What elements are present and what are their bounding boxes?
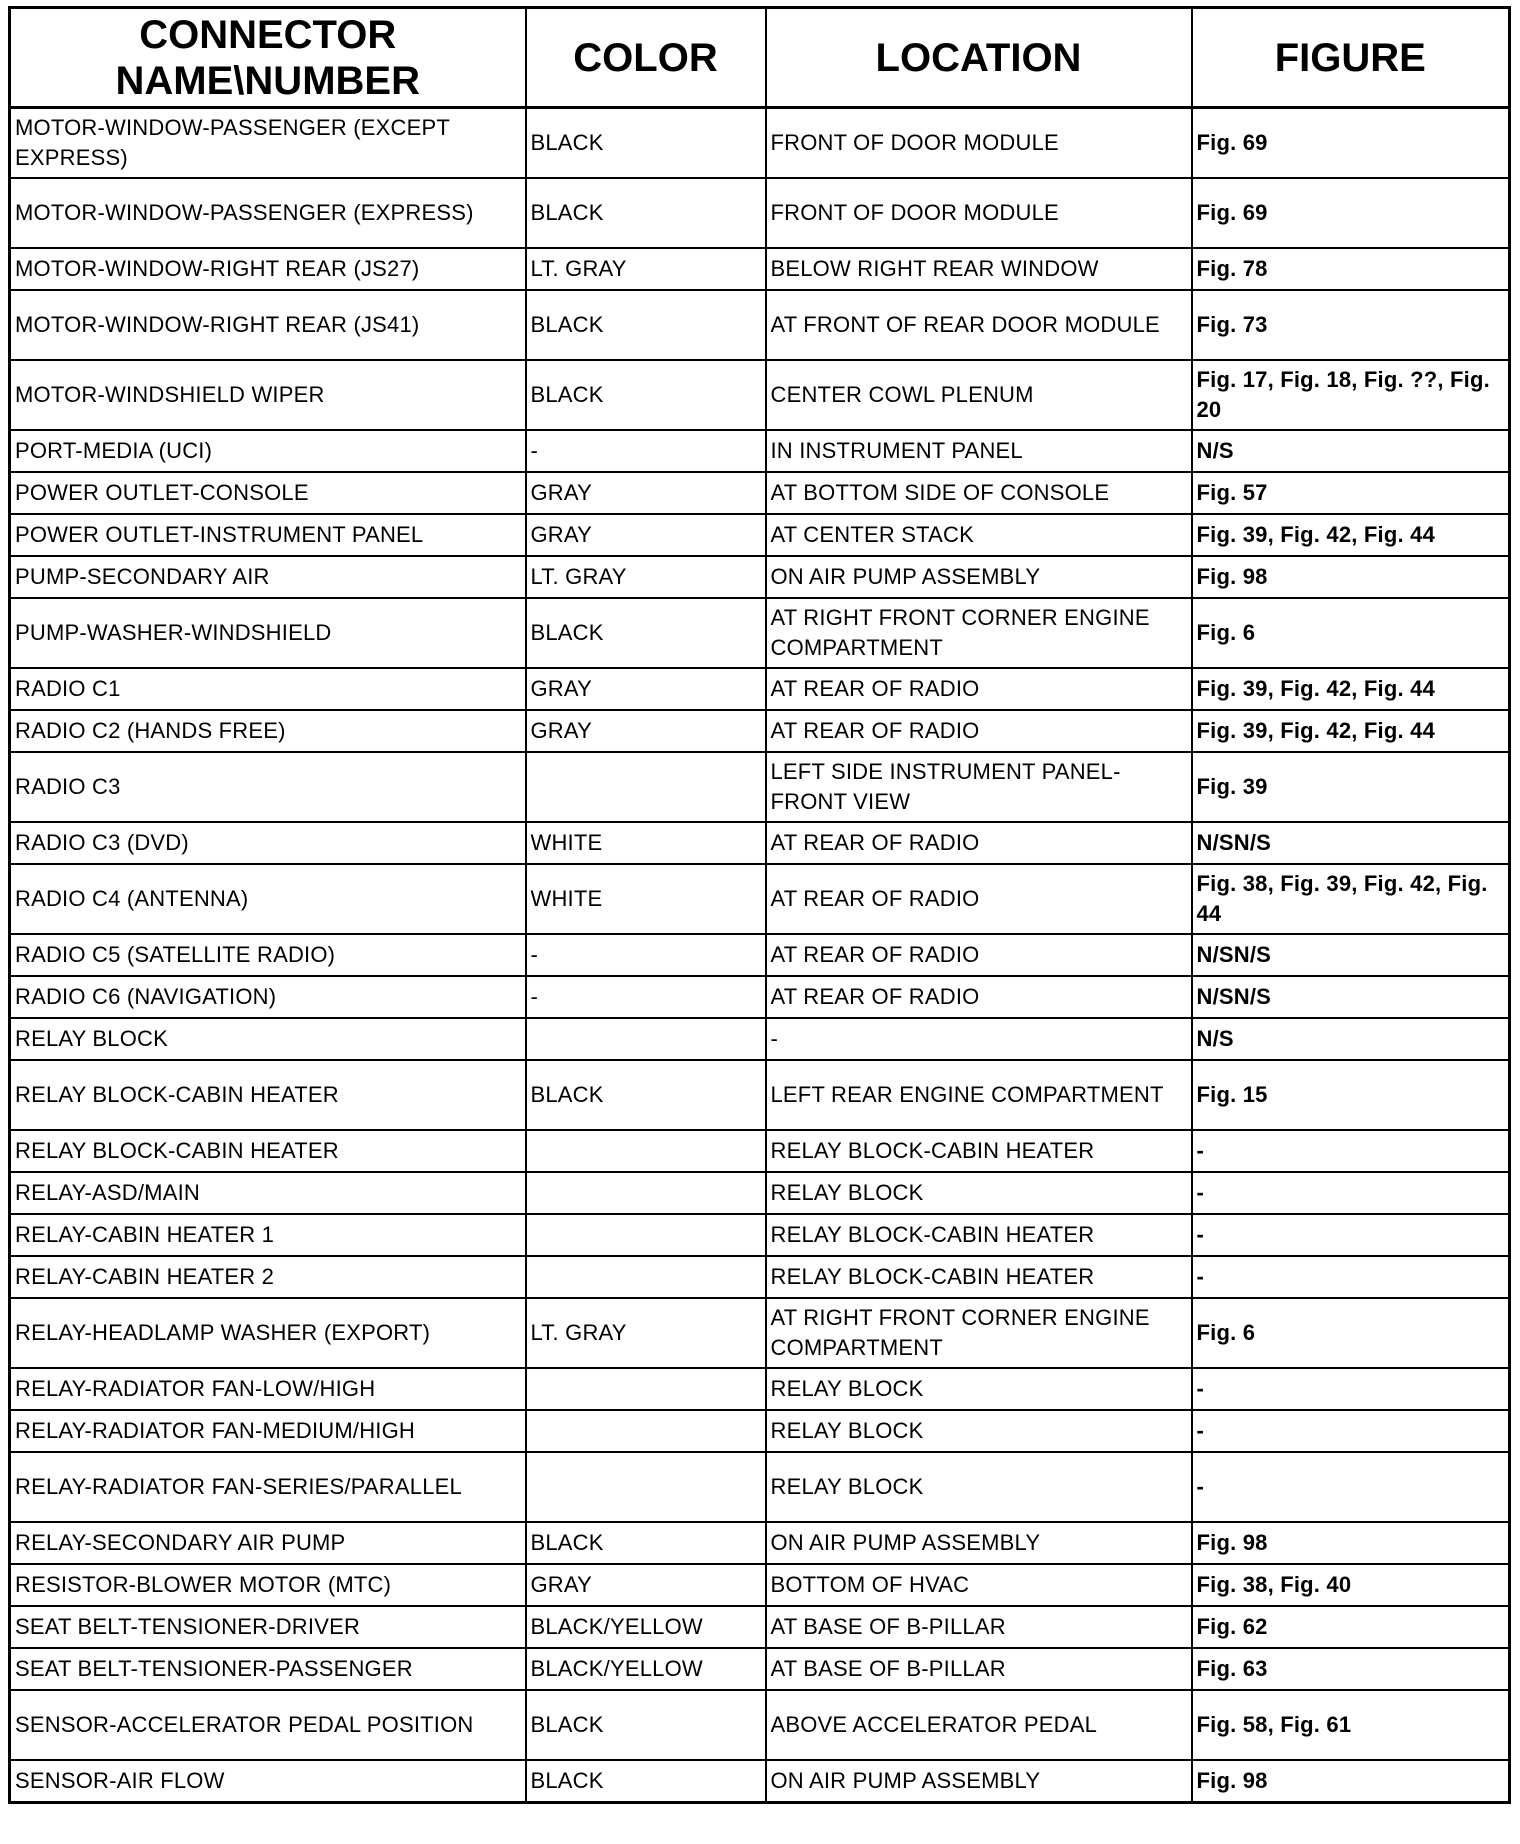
cell-figure: Fig. 39, Fig. 42, Fig. 44 bbox=[1192, 514, 1510, 556]
cell-location: AT REAR OF RADIO bbox=[766, 710, 1192, 752]
cell-color: BLACK bbox=[526, 1690, 766, 1760]
cell-connector-name: RELAY-HEADLAMP WASHER (EXPORT) bbox=[10, 1298, 526, 1368]
cell-location: ON AIR PUMP ASSEMBLY bbox=[766, 556, 1192, 598]
cell-connector-name: RADIO C3 bbox=[10, 752, 526, 822]
table-row bbox=[10, 1130, 1510, 1172]
cell-location: BOTTOM OF HVAC bbox=[766, 1564, 1192, 1606]
cell-figure: N/S bbox=[1192, 1018, 1510, 1060]
cell-connector-name: RADIO C6 (NAVIGATION) bbox=[10, 976, 526, 1018]
cell-connector-name: RELAY-SECONDARY AIR PUMP bbox=[10, 1522, 526, 1564]
cell-color: BLACK bbox=[526, 178, 766, 248]
cell-connector-name: RADIO C2 (HANDS FREE) bbox=[10, 710, 526, 752]
cell-location: AT BASE OF B-PILLAR bbox=[766, 1606, 1192, 1648]
cell-location: RELAY BLOCK bbox=[766, 1452, 1192, 1522]
cell-location: FRONT OF DOOR MODULE bbox=[766, 178, 1192, 248]
table-row bbox=[10, 1564, 1510, 1606]
cell-connector-name: MOTOR-WINDOW-PASSENGER (EXPRESS) bbox=[10, 178, 526, 248]
cell-figure: Fig. 57 bbox=[1192, 472, 1510, 514]
cell-figure: N/S bbox=[1192, 430, 1510, 472]
cell-connector-name: RADIO C4 (ANTENNA) bbox=[10, 864, 526, 934]
cell-figure: Fig. 6 bbox=[1192, 1298, 1510, 1368]
table-row bbox=[10, 1690, 1510, 1760]
cell-connector-name: RELAY-CABIN HEATER 2 bbox=[10, 1256, 526, 1298]
cell-connector-name: PUMP-SECONDARY AIR bbox=[10, 556, 526, 598]
table-row bbox=[10, 108, 1510, 179]
table-row bbox=[10, 1648, 1510, 1690]
cell-figure: Fig. 73 bbox=[1192, 290, 1510, 360]
cell-location: ON AIR PUMP ASSEMBLY bbox=[766, 1760, 1192, 1803]
cell-connector-name: RADIO C3 (DVD) bbox=[10, 822, 526, 864]
cell-location: AT RIGHT FRONT CORNER ENGINE COMPARTMENT bbox=[766, 1298, 1192, 1368]
cell-location: RELAY BLOCK bbox=[766, 1368, 1192, 1410]
cell-location: RELAY BLOCK-CABIN HEATER bbox=[766, 1256, 1192, 1298]
cell-color bbox=[526, 1214, 766, 1256]
cell-connector-name: RELAY BLOCK-CABIN HEATER bbox=[10, 1130, 526, 1172]
table-row bbox=[10, 514, 1510, 556]
table-row bbox=[10, 472, 1510, 514]
cell-location: - bbox=[766, 1018, 1192, 1060]
cell-location: LEFT REAR ENGINE COMPARTMENT bbox=[766, 1060, 1192, 1130]
cell-location: AT FRONT OF REAR DOOR MODULE bbox=[766, 290, 1192, 360]
cell-connector-name: RELAY-RADIATOR FAN-MEDIUM/HIGH bbox=[10, 1410, 526, 1452]
cell-color: - bbox=[526, 934, 766, 976]
cell-figure: - bbox=[1192, 1130, 1510, 1172]
cell-color bbox=[526, 1172, 766, 1214]
cell-location: RELAY BLOCK bbox=[766, 1410, 1192, 1452]
table-row bbox=[10, 1060, 1510, 1130]
cell-connector-name: PORT-MEDIA (UCI) bbox=[10, 430, 526, 472]
cell-connector-name: RELAY-CABIN HEATER 1 bbox=[10, 1214, 526, 1256]
cell-connector-name: SENSOR-ACCELERATOR PEDAL POSITION bbox=[10, 1690, 526, 1760]
table-row bbox=[10, 1298, 1510, 1368]
cell-location: IN INSTRUMENT PANEL bbox=[766, 430, 1192, 472]
table-row bbox=[10, 752, 1510, 822]
cell-location: AT RIGHT FRONT CORNER ENGINE COMPARTMENT bbox=[766, 598, 1192, 668]
cell-color: BLACK bbox=[526, 290, 766, 360]
cell-location: AT BOTTOM SIDE OF CONSOLE bbox=[766, 472, 1192, 514]
cell-figure: Fig. 69 bbox=[1192, 108, 1510, 179]
cell-figure: - bbox=[1192, 1410, 1510, 1452]
table-row bbox=[10, 1214, 1510, 1256]
cell-connector-name: RADIO C5 (SATELLITE RADIO) bbox=[10, 934, 526, 976]
table-row bbox=[10, 1606, 1510, 1648]
table-row bbox=[10, 1368, 1510, 1410]
cell-color bbox=[526, 1018, 766, 1060]
cell-color: BLACK bbox=[526, 1060, 766, 1130]
table-row bbox=[10, 934, 1510, 976]
table-row bbox=[10, 430, 1510, 472]
header-color: COLOR bbox=[526, 8, 766, 108]
cell-color: GRAY bbox=[526, 514, 766, 556]
cell-connector-name: RADIO C1 bbox=[10, 668, 526, 710]
cell-connector-name: RELAY-RADIATOR FAN-SERIES/PARALLEL bbox=[10, 1452, 526, 1522]
cell-color: BLACK bbox=[526, 108, 766, 179]
cell-color bbox=[526, 1368, 766, 1410]
cell-connector-name: MOTOR-WINDOW-RIGHT REAR (JS27) bbox=[10, 248, 526, 290]
cell-location: AT REAR OF RADIO bbox=[766, 934, 1192, 976]
cell-figure: Fig. 58, Fig. 61 bbox=[1192, 1690, 1510, 1760]
cell-color bbox=[526, 1256, 766, 1298]
cell-figure: Fig. 39 bbox=[1192, 752, 1510, 822]
header-connector-name: CONNECTOR NAME\NUMBER bbox=[10, 8, 526, 108]
cell-color: BLACK bbox=[526, 360, 766, 430]
header-row bbox=[10, 8, 1510, 108]
cell-connector-name: SEAT BELT-TENSIONER-DRIVER bbox=[10, 1606, 526, 1648]
cell-color bbox=[526, 752, 766, 822]
cell-connector-name: POWER OUTLET-CONSOLE bbox=[10, 472, 526, 514]
cell-color: GRAY bbox=[526, 1564, 766, 1606]
cell-color: - bbox=[526, 430, 766, 472]
table-row bbox=[10, 1172, 1510, 1214]
cell-figure: Fig. 39, Fig. 42, Fig. 44 bbox=[1192, 668, 1510, 710]
cell-color: GRAY bbox=[526, 710, 766, 752]
cell-connector-name: RELAY-ASD/MAIN bbox=[10, 1172, 526, 1214]
cell-color: BLACK bbox=[526, 1522, 766, 1564]
connector-table bbox=[8, 6, 1511, 1804]
cell-color: - bbox=[526, 976, 766, 1018]
cell-figure: Fig. 38, Fig. 39, Fig. 42, Fig. 44 bbox=[1192, 864, 1510, 934]
table-row bbox=[10, 668, 1510, 710]
cell-location: FRONT OF DOOR MODULE bbox=[766, 108, 1192, 179]
cell-figure: Fig. 62 bbox=[1192, 1606, 1510, 1648]
table-row bbox=[10, 1410, 1510, 1452]
cell-connector-name: SEAT BELT-TENSIONER-PASSENGER bbox=[10, 1648, 526, 1690]
cell-color: WHITE bbox=[526, 864, 766, 934]
cell-connector-name: RELAY BLOCK bbox=[10, 1018, 526, 1060]
cell-figure: Fig. 38, Fig. 40 bbox=[1192, 1564, 1510, 1606]
header-location: LOCATION bbox=[766, 8, 1192, 108]
cell-figure: - bbox=[1192, 1368, 1510, 1410]
cell-color: LT. GRAY bbox=[526, 556, 766, 598]
cell-location: AT REAR OF RADIO bbox=[766, 976, 1192, 1018]
cell-location: AT REAR OF RADIO bbox=[766, 668, 1192, 710]
cell-connector-name: RESISTOR-BLOWER MOTOR (MTC) bbox=[10, 1564, 526, 1606]
cell-figure: - bbox=[1192, 1214, 1510, 1256]
cell-color: LT. GRAY bbox=[526, 248, 766, 290]
table-row bbox=[10, 1452, 1510, 1522]
table-row bbox=[10, 710, 1510, 752]
table-row bbox=[10, 976, 1510, 1018]
cell-figure: Fig. 98 bbox=[1192, 556, 1510, 598]
cell-connector-name: PUMP-WASHER-WINDSHIELD bbox=[10, 598, 526, 668]
cell-location: AT BASE OF B-PILLAR bbox=[766, 1648, 1192, 1690]
cell-color bbox=[526, 1410, 766, 1452]
cell-figure: - bbox=[1192, 1256, 1510, 1298]
cell-connector-name: SENSOR-AIR FLOW bbox=[10, 1760, 526, 1803]
table-row bbox=[10, 290, 1510, 360]
header-figure: FIGURE bbox=[1192, 8, 1510, 108]
cell-connector-name: POWER OUTLET-INSTRUMENT PANEL bbox=[10, 514, 526, 556]
table-row bbox=[10, 1018, 1510, 1060]
cell-location: BELOW RIGHT REAR WINDOW bbox=[766, 248, 1192, 290]
cell-color bbox=[526, 1130, 766, 1172]
table-body bbox=[10, 108, 1510, 1803]
cell-connector-name: MOTOR-WINDOW-RIGHT REAR (JS41) bbox=[10, 290, 526, 360]
cell-color: BLACK bbox=[526, 1760, 766, 1803]
cell-color: GRAY bbox=[526, 472, 766, 514]
cell-location: ABOVE ACCELERATOR PEDAL bbox=[766, 1690, 1192, 1760]
cell-color: GRAY bbox=[526, 668, 766, 710]
cell-figure: Fig. 15 bbox=[1192, 1060, 1510, 1130]
table-row bbox=[10, 598, 1510, 668]
table-row bbox=[10, 822, 1510, 864]
cell-location: LEFT SIDE INSTRUMENT PANEL-FRONT VIEW bbox=[766, 752, 1192, 822]
cell-figure: N/SN/S bbox=[1192, 822, 1510, 864]
cell-figure: Fig. 78 bbox=[1192, 248, 1510, 290]
cell-figure: - bbox=[1192, 1452, 1510, 1522]
cell-figure: N/SN/S bbox=[1192, 976, 1510, 1018]
cell-figure: Fig. 98 bbox=[1192, 1522, 1510, 1564]
cell-location: RELAY BLOCK bbox=[766, 1172, 1192, 1214]
cell-location: AT REAR OF RADIO bbox=[766, 822, 1192, 864]
table-row bbox=[10, 178, 1510, 248]
cell-color: BLACK/YELLOW bbox=[526, 1648, 766, 1690]
cell-figure: Fig. 98 bbox=[1192, 1760, 1510, 1803]
cell-figure: Fig. 63 bbox=[1192, 1648, 1510, 1690]
cell-color: LT. GRAY bbox=[526, 1298, 766, 1368]
table-row bbox=[10, 556, 1510, 598]
cell-figure: N/SN/S bbox=[1192, 934, 1510, 976]
table-row bbox=[10, 1760, 1510, 1803]
cell-figure: Fig. 17, Fig. 18, Fig. ??, Fig. 20 bbox=[1192, 360, 1510, 430]
cell-connector-name: RELAY-RADIATOR FAN-LOW/HIGH bbox=[10, 1368, 526, 1410]
cell-color: BLACK/YELLOW bbox=[526, 1606, 766, 1648]
cell-figure: Fig. 69 bbox=[1192, 178, 1510, 248]
cell-location: RELAY BLOCK-CABIN HEATER bbox=[766, 1130, 1192, 1172]
cell-connector-name: MOTOR-WINDSHIELD WIPER bbox=[10, 360, 526, 430]
table-row bbox=[10, 248, 1510, 290]
cell-figure: Fig. 39, Fig. 42, Fig. 44 bbox=[1192, 710, 1510, 752]
cell-color: WHITE bbox=[526, 822, 766, 864]
table-row bbox=[10, 864, 1510, 934]
cell-figure: - bbox=[1192, 1172, 1510, 1214]
cell-location: ON AIR PUMP ASSEMBLY bbox=[766, 1522, 1192, 1564]
cell-connector-name: MOTOR-WINDOW-PASSENGER (EXCEPT EXPRESS) bbox=[10, 108, 526, 179]
cell-location: CENTER COWL PLENUM bbox=[766, 360, 1192, 430]
cell-location: AT CENTER STACK bbox=[766, 514, 1192, 556]
cell-color: BLACK bbox=[526, 598, 766, 668]
cell-location: AT REAR OF RADIO bbox=[766, 864, 1192, 934]
cell-location: RELAY BLOCK-CABIN HEATER bbox=[766, 1214, 1192, 1256]
cell-figure: Fig. 6 bbox=[1192, 598, 1510, 668]
cell-connector-name: RELAY BLOCK-CABIN HEATER bbox=[10, 1060, 526, 1130]
cell-color bbox=[526, 1452, 766, 1522]
table-row bbox=[10, 1256, 1510, 1298]
table-row bbox=[10, 360, 1510, 430]
table-row bbox=[10, 1522, 1510, 1564]
